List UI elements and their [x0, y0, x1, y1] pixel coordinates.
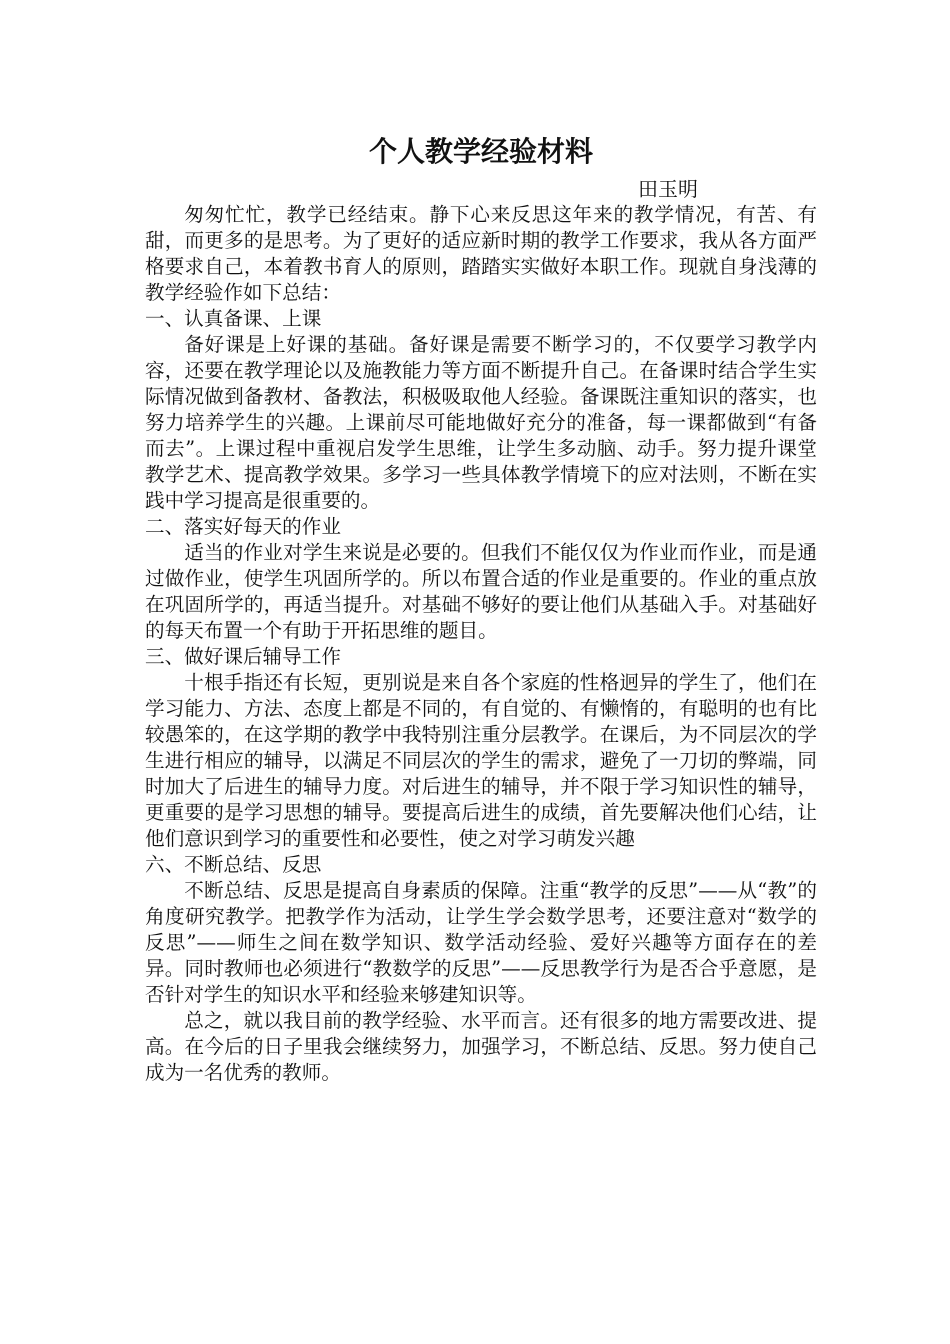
section-heading-2: 二、落实好每天的作业: [145, 515, 341, 538]
document-body: [145, 132, 817, 1086]
section-heading-6: 六、不断总结、反思: [145, 853, 322, 876]
section-body-3: 十根手指还有长短，更别说是来自各个家庭的性格迥异的学生了，他们在学习能力、方法、态度上都是不同的，有自觉的、有懒惰的，有聪明的也有比较愚笨的，在这学期的教学中我特别注重分层教学。在课后，为不同层次的学生进行相应的辅导，以满足不同层次的学生的需求，避免了一刀切的弊端，同时加大了后进生的辅导力度。对后进生的辅导，并不限于学习知识性的辅导，更重要的是学习思想的辅导。要提高后进生的成绩，首先要解决他们心结，让他们意识到学习的重要性和必要性，使之对学习萌发兴趣: [145, 671, 817, 850]
author-name: 田玉明: [638, 177, 698, 201]
intro-paragraph: 匆匆忙忙，教学已经结束。静下心来反思这年来的教学情况，有苦、有甜，而更多的是思考。为了更好的适应新时期的教学工作要求，我从各方面严格要求自己，本着教书育人的原则，踏踏实实做好本职工作。现就自身浅薄的教学经验作如下总结：: [145, 203, 817, 304]
section-heading-1: 一、认真备课、上课: [145, 307, 322, 330]
document-title: 个人教学经验材料: [368, 135, 593, 168]
section-body-2: 适当的作业对学生来说是必要的。但我们不能仅仅为作业而作业，而是通过做作业，使学生巩固所学的。所以布置合适的作业是重要的。作业的重点放在巩固所学的，再适当提升。对基础不够好的要让他们从基础入手。对基础好的每天布置一个有助于开拓思维的题目。: [145, 541, 817, 642]
section-heading-3: 三、做好课后辅导工作: [145, 645, 341, 668]
conclusion-paragraph: 总之，就以我目前的教学经验、水平而言。还有很多的地方需要改进、提高。在今后的日子里我会继续努力，加强学习，不断总结、反思。努力使自己成为一名优秀的教师。: [145, 1009, 817, 1084]
section-body-6: 不断总结、反思是提高自身素质的保障。注重“教学的反思”——从“教”的角度研究教学。把教学作为活动，让学生学会数学思考，还要注意对“数学的反思”——师生之间在数学知识、数学活动经验、爱好兴趣等方面存在的差异。同时教师也必须进行“教数学的反思”——反思教学行为是否合乎意愿，是否针对学生的知识水平和经验来够建知识等。: [145, 879, 817, 1006]
section-body-1: 备好课是上好课的基础。备好课是需要不断学习的，不仅要学习教学内容，还要在教学理论以及施教能力等方面不断提升自己。在备课时结合学生实际情况做到备教材、备教法，积极吸取他人经验。备课既注重知识的落实，也努力培养学生的兴趣。上课前尽可能地做好充分的准备，每一课都做到“有备而去”。上课过程中重视启发学生思维，让学生多动脑、动手。努力提升课堂教学艺术、提高教学效果。多学习一些具体教学情境下的应对法则，不断在实践中学习提高是很重要的。: [145, 333, 817, 512]
